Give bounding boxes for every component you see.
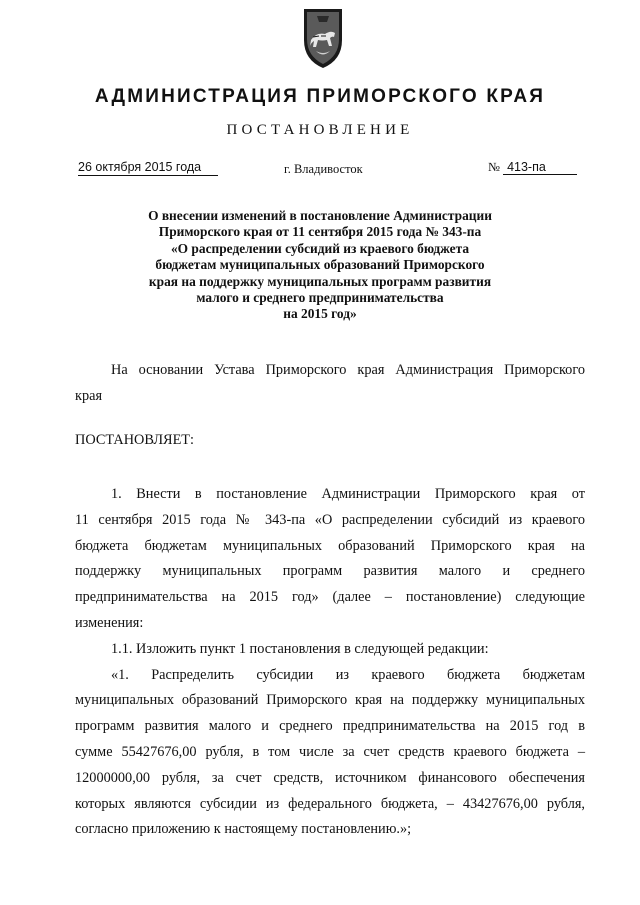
body-line: 1.1. Изложить пункт 1 постановления в следующей редакции: xyxy=(111,640,489,657)
coat-of-arms-icon xyxy=(298,6,348,70)
subject-line: края на поддержку муниципальных программ развития xyxy=(148,273,492,289)
body-line: бюджета бюджетам муниципальных образований Приморского края на xyxy=(75,537,585,554)
subject-line: малого и среднего предпринимательства xyxy=(196,290,444,306)
subject-line: бюджетам муниципальных образований Приморского xyxy=(155,257,485,273)
body-line: 1. Внести в постановление Администрации Приморского края от xyxy=(111,486,585,502)
body-line: «1. Распределить субсидии из краевого бюджета бюджетам xyxy=(111,666,585,683)
decree-heading: ПОСТАНОВЛЯЕТ: xyxy=(75,432,195,448)
body-line: предпринимательства на 2015 год» (далее – постановление) следующие xyxy=(75,589,585,606)
document-date: 26 октября 2015 года xyxy=(78,160,218,176)
preamble-line: края xyxy=(75,388,103,404)
preamble xyxy=(75,357,585,409)
body-line: муниципальных образований Приморского края на поддержку муниципальных xyxy=(75,692,585,709)
body-line: сумме 55427676,00 рубля, в том числе за счет средств краевого бюджета – xyxy=(75,743,585,760)
preamble-line: На основании Устава Приморского края Администрация Приморского xyxy=(111,362,585,378)
document-number xyxy=(488,160,584,175)
document-type: ПОСТАНОВЛЕНИЕ xyxy=(226,122,414,138)
document-subject xyxy=(110,208,530,323)
body-line: изменения: xyxy=(75,614,144,631)
subject-line: Приморского края от 11 сентября 2015 года № 343-па xyxy=(158,224,482,240)
body-line: программ развития малого и среднего предпринимательства на 2015 год в xyxy=(75,718,585,735)
document-city: г. Владивосток xyxy=(284,162,363,176)
subject-line: О внесении изменений в постановление Администрации xyxy=(148,208,492,223)
subject-line: на 2015 год» xyxy=(283,306,357,322)
document-body xyxy=(75,482,585,843)
number-value: 413-па xyxy=(503,160,577,175)
organization-title: АДМИНИСТРАЦИЯ ПРИМОРСКОГО КРАЯ xyxy=(94,86,546,107)
body-line: согласно приложению к настоящему постановлению.»; xyxy=(75,821,412,838)
body-line: которых являются субсидии из федерального бюджета, – 43427676,00 рубля, xyxy=(75,795,585,812)
body-line: 12000000,00 рубля, за счет средств, источником финансового обеспечения xyxy=(75,769,585,786)
body-line: поддержку муниципальных программ развития малого и среднего xyxy=(75,563,585,580)
number-label: № xyxy=(488,160,500,174)
body-line: 11 сентября 2015 года № 343-па «О распределении субсидий из краевого xyxy=(75,511,585,528)
subject-line: «О распределении субсидий из краевого бюджета xyxy=(170,240,470,256)
